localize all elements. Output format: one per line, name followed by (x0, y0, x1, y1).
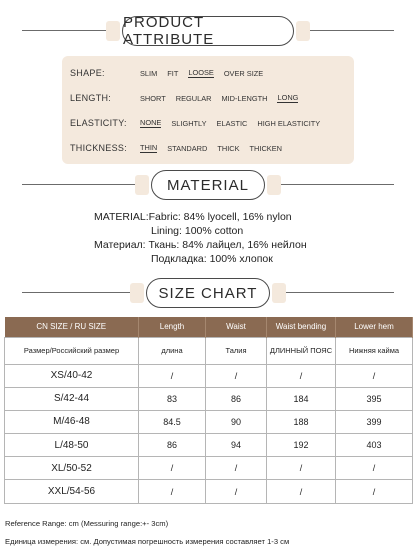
size-chart-table (4, 317, 413, 504)
table-cell: 86 (206, 387, 267, 410)
attribute-option: HIGH ELASTICITY (257, 118, 321, 128)
table-cell: / (206, 480, 267, 503)
table-row (5, 434, 413, 457)
table-cell: 192 (267, 434, 336, 457)
column-header: CN SIZE / RU SIZE (5, 317, 139, 337)
table-cell: / (139, 457, 206, 480)
attribute-label: LENGTH: (70, 93, 112, 103)
table-cell: / (206, 457, 267, 480)
attribute-option: SLIGHTLY (171, 118, 207, 128)
column-header: Lower hem (336, 317, 413, 337)
attribute-option: MID-LENGTH (221, 93, 268, 103)
column-subheader: Нижняя кайма (336, 337, 413, 364)
attribute-label: SHAPE: (70, 68, 105, 78)
size-chart-header (0, 278, 416, 308)
table-cell: 184 (267, 387, 336, 410)
attribute-option: ELASTIC (216, 118, 248, 128)
product-attribute-title: PRODUCT ATTRIBUTE (122, 16, 294, 46)
attribute-row-length (70, 90, 308, 106)
attribute-option: THICK (217, 143, 240, 153)
column-subheader: ДЛИННЫЙ ПОЯС (267, 337, 336, 364)
table-row (5, 480, 413, 503)
size-cell: XXL/54-56 (5, 480, 139, 503)
column-subheader: Размер/Российский размер (5, 337, 139, 364)
table-row (5, 387, 413, 410)
attribute-option-selected: NONE (140, 118, 162, 127)
reference-note-ru: Единица измерения: см. Допустимая погрешность измерения составляет 1-3 см (5, 537, 290, 546)
attribute-row-thickness (70, 140, 292, 156)
attribute-panel (62, 56, 354, 164)
header-rule-right (276, 184, 394, 185)
attribute-label: ELASTICITY: (70, 118, 127, 128)
material-title: MATERIAL (151, 170, 265, 200)
header-rule-left (22, 184, 140, 185)
material-line-ru: Материал: Ткань: 84% лайцел, 16% нейлон (94, 239, 307, 251)
size-cell: L/48-50 (5, 434, 139, 457)
table-row (5, 364, 413, 387)
column-header: Waist (206, 317, 267, 337)
table-row (5, 410, 413, 433)
table-row (5, 457, 413, 480)
attribute-option: SLIM (140, 68, 158, 78)
attribute-label: THICKNESS: (70, 143, 128, 153)
column-subheader: длина (139, 337, 206, 364)
table-header-row (5, 317, 413, 337)
table-cell: 399 (336, 410, 413, 433)
attribute-option: REGULAR (175, 93, 212, 103)
header-rule-right (304, 30, 394, 31)
size-cell: XL/50-52 (5, 457, 139, 480)
table-cell: 94 (206, 434, 267, 457)
column-subheader: Талия (206, 337, 267, 364)
table-cell: 90 (206, 410, 267, 433)
size-cell: XS/40-42 (5, 364, 139, 387)
table-cell: / (336, 457, 413, 480)
table-cell: 83 (139, 387, 206, 410)
table-cell: 84.5 (139, 410, 206, 433)
attribute-option: FIT (167, 68, 179, 78)
size-cell: S/42-44 (5, 387, 139, 410)
header-rule-right (282, 292, 394, 293)
table-subheader-row (5, 337, 413, 364)
material-header (0, 170, 416, 200)
table-cell: / (139, 364, 206, 387)
reference-note-en: Reference Range: cm (Messuring range:+- 3cm) (5, 519, 169, 528)
attribute-row-shape (70, 65, 273, 81)
attribute-option-selected: LONG (277, 93, 299, 102)
table-cell: / (206, 364, 267, 387)
material-line-en: MATERIAL:Fabric: 84% lyocell, 16% nylon (94, 211, 292, 223)
table-cell: / (336, 480, 413, 503)
table-cell: / (267, 480, 336, 503)
attribute-option: SHORT (140, 93, 166, 103)
column-header: Length (139, 317, 206, 337)
attribute-option-selected: THIN (140, 143, 158, 152)
column-header: Waist bending (267, 317, 336, 337)
table-cell: / (267, 364, 336, 387)
attribute-option: THICKEN (249, 143, 282, 153)
size-chart-title: SIZE CHART (146, 278, 270, 308)
size-cell: M/46-48 (5, 410, 139, 433)
attribute-row-elasticity (70, 115, 330, 131)
table-cell: / (139, 480, 206, 503)
table-cell: 395 (336, 387, 413, 410)
table-cell: 188 (267, 410, 336, 433)
table-cell: / (336, 364, 413, 387)
attribute-option-selected: LOOSE (188, 68, 214, 77)
table-cell: / (267, 457, 336, 480)
lining-line-en: Lining: 100% cotton (151, 225, 244, 237)
product-attribute-header (0, 16, 416, 46)
lining-line-ru: Подкладка: 100% хлопок (151, 253, 273, 265)
table-cell: 86 (139, 434, 206, 457)
table-cell: 403 (336, 434, 413, 457)
header-rule-left (22, 30, 112, 31)
attribute-option: STANDARD (167, 143, 208, 153)
header-rule-left (22, 292, 134, 293)
attribute-option: OVER SIZE (223, 68, 264, 78)
